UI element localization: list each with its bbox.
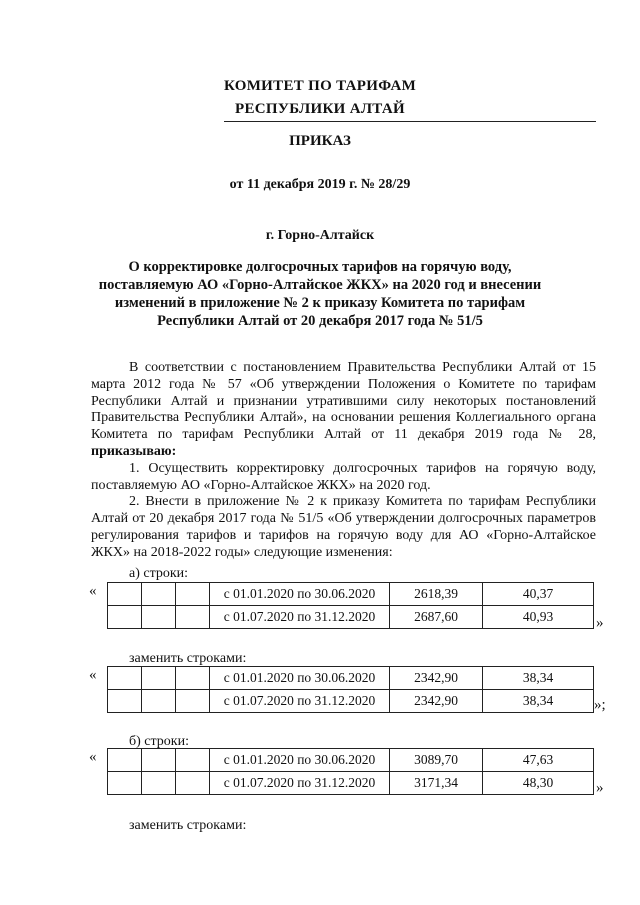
title-line: поставляемую АО «Горно-Алтайское ЖКХ» на 2020 год и внесении [98, 277, 542, 293]
empty-cell [142, 583, 176, 606]
document-date-number: от 11 декабря 2019 г. № 28/29 [229, 177, 411, 192]
document-type: ПРИКАЗ [289, 133, 351, 149]
document-title [0, 258, 640, 330]
empty-cell [142, 772, 176, 795]
tariff-value-cell: 3089,70 [390, 749, 483, 772]
empty-cell [108, 772, 142, 795]
empty-cell [142, 667, 176, 690]
empty-cell [108, 690, 142, 713]
order-word: приказываю: [91, 443, 177, 459]
table-row [108, 667, 594, 690]
title-line: изменений в приложение № 2 к приказу Комитета по тарифам [114, 295, 526, 311]
intro-paragraph [91, 360, 596, 461]
empty-cell [108, 606, 142, 629]
subitem-a-label: а) строки: [129, 566, 189, 581]
empty-cell [176, 690, 210, 713]
tariff-value-cell: 48,30 [483, 772, 594, 795]
table-row [108, 606, 594, 629]
empty-cell [108, 667, 142, 690]
tariff-value-cell: 38,34 [483, 667, 594, 690]
empty-cell [176, 749, 210, 772]
close-quote: » [596, 615, 604, 631]
empty-cell [176, 583, 210, 606]
tariff-value-cell: 38,34 [483, 690, 594, 713]
tariff-table-a-new [107, 666, 594, 713]
open-quote: « [89, 667, 97, 683]
close-quote-semicolon: »; [594, 697, 606, 713]
period-cell: с 01.07.2020 по 31.12.2020 [210, 606, 390, 629]
tariff-value-cell: 3171,34 [390, 772, 483, 795]
table-row [108, 583, 594, 606]
period-cell: с 01.01.2020 по 30.06.2020 [210, 583, 390, 606]
tariff-value-cell: 2618,39 [390, 583, 483, 606]
table-row [108, 690, 594, 713]
period-cell: с 01.01.2020 по 30.06.2020 [210, 667, 390, 690]
tariff-table-b-old [107, 748, 594, 795]
period-cell: с 01.01.2020 по 30.06.2020 [210, 749, 390, 772]
document-body [91, 360, 596, 562]
tariff-value-cell: 40,93 [483, 606, 594, 629]
header-divider [224, 121, 596, 122]
title-line: О корректировке долгосрочных тарифов на горячую воду, [128, 259, 512, 275]
close-quote: » [596, 780, 604, 796]
open-quote: « [89, 749, 97, 765]
empty-cell [108, 583, 142, 606]
table-row [108, 749, 594, 772]
tariff-value-cell: 40,37 [483, 583, 594, 606]
tariff-value-cell: 47,63 [483, 749, 594, 772]
org-name-line2: РЕСПУБЛИКИ АЛТАЙ [235, 101, 405, 117]
intro-text: В соответствии с постановлением Правительства Республики Алтай от 15 марта 2012 года № 57 «Об утверждении Положения о Комитете по тарифам Республики Алтай и признании утратившими силу некоторых постановлений Правительства Республики Алтай», на основании решения Коллегиального органа Комитета по тарифам Республики Алтай от 11 декабря 2019 года № 28, [91, 360, 596, 443]
org-name-line1: КОМИТЕТ ПО ТАРИФАМ [223, 78, 417, 94]
tariff-value-cell: 2687,60 [390, 606, 483, 629]
empty-cell [142, 690, 176, 713]
table-row [108, 772, 594, 795]
replace-label-1: заменить строками: [129, 651, 247, 666]
empty-cell [176, 772, 210, 795]
empty-cell [176, 606, 210, 629]
empty-cell [142, 606, 176, 629]
open-quote: « [89, 583, 97, 599]
empty-cell [108, 749, 142, 772]
empty-cell [142, 749, 176, 772]
document-city: г. Горно-Алтайск [265, 228, 375, 243]
replace-label-2: заменить строками: [129, 818, 247, 833]
tariff-table-a-old [107, 582, 594, 629]
period-cell: с 01.07.2020 по 31.12.2020 [210, 690, 390, 713]
subitem-b-label: б) строки: [129, 734, 189, 749]
period-cell: с 01.07.2020 по 31.12.2020 [210, 772, 390, 795]
empty-cell [176, 667, 210, 690]
item-2-paragraph: 2. Внести в приложение № 2 к приказу Комитета по тарифам Республики Алтай от 20 декабря 2017 года № 51/5 «Об утверждении долгосрочных параметров регулирования тарифов и тарифов на горячую воду для АО «Горно-Алтайское ЖКХ» на 2018-2022 годы» следующие изменения: [91, 494, 596, 560]
title-line: Республики Алтай от 20 декабря 2017 года № 51/5 [157, 313, 483, 329]
item-1-paragraph: 1. Осуществить корректировку долгосрочных тарифов на горячую воду, поставляемую АО «Горно-Алтайское ЖКХ» на 2020 год. [91, 460, 596, 493]
tariff-value-cell: 2342,90 [390, 690, 483, 713]
tariff-value-cell: 2342,90 [390, 667, 483, 690]
